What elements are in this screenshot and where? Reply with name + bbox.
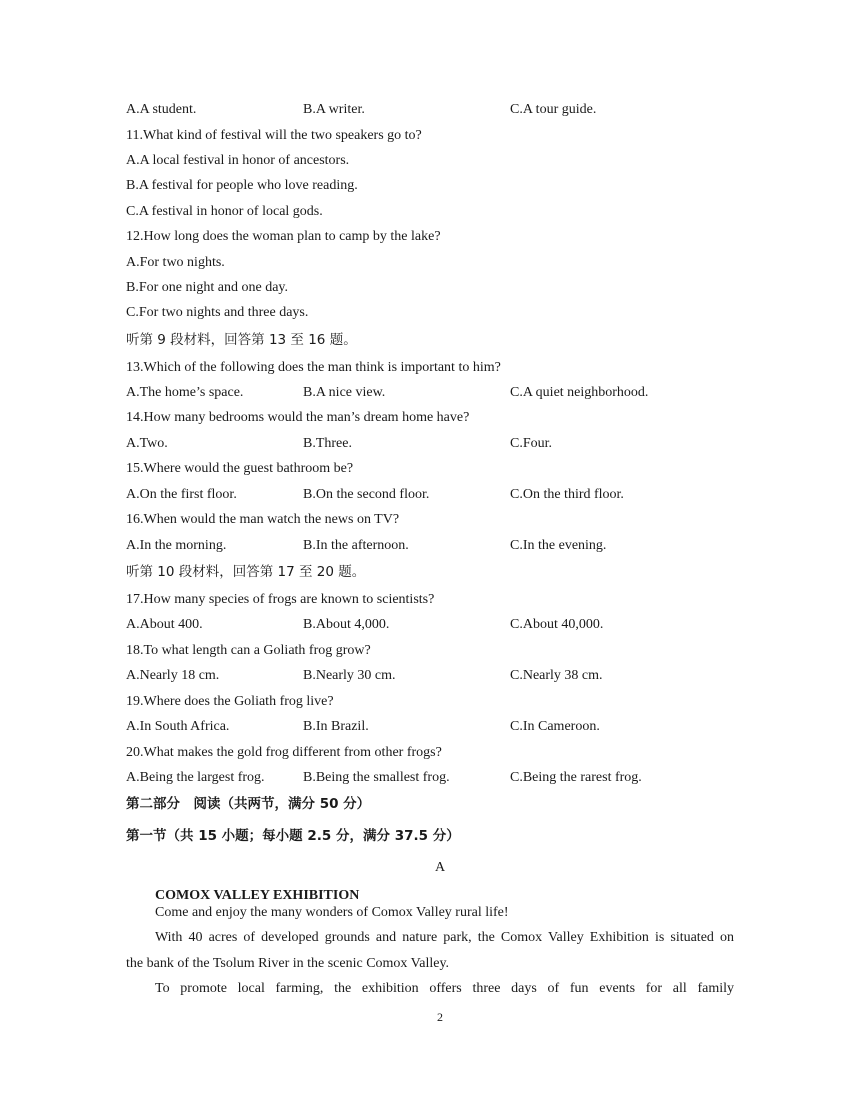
passage-paragraph-1-line-2: the bank of the Tsolum River in the scenic Comox Valley. <box>126 956 450 971</box>
q17-question: 17.How many species of frogs are known to scientists? <box>126 592 435 607</box>
q10-option-c: C.A tour guide. <box>510 102 597 117</box>
q17-option-a: A.About 400. <box>126 617 203 632</box>
q11-option-a: A.A local festival in honor of ancestors. <box>126 153 350 168</box>
passage-label: A <box>434 860 446 875</box>
q11-option-c: C.A festival in honor of local gods. <box>126 204 323 219</box>
section-10-instruction: 听第 10 段材料，回答第 17 至 20 题。 <box>126 564 366 580</box>
q20-option-b: B.Being the smallest frog. <box>303 770 450 785</box>
q16-question: 16.When would the man watch the news on TV? <box>126 512 400 527</box>
q15-option-c: C.On the third floor. <box>510 487 624 502</box>
q20-option-c: C.Being the rarest frog. <box>510 770 642 785</box>
passage-tagline: Come and enjoy the many wonders of Comox Valley rural life! <box>155 905 509 920</box>
part-2-title: 第二部分 阅读（共两节，满分 50 分） <box>126 796 371 812</box>
q11-question: 11.What kind of festival will the two speakers go to? <box>126 128 422 143</box>
q12-option-a: A.For two nights. <box>126 255 225 270</box>
q13-question: 13.Which of the following does the man think is important to him? <box>126 360 501 375</box>
passage-paragraph-1-line-1: With 40 acres of developed grounds and nature park, the Comox Valley Exhibition is situated on <box>155 930 734 945</box>
q18-option-c: C.Nearly 38 cm. <box>510 668 603 683</box>
q13-option-b: B.A nice view. <box>303 385 386 400</box>
q11-option-b: B.A festival for people who love reading. <box>126 178 358 193</box>
q14-option-b: B.Three. <box>303 436 352 451</box>
q12-option-c: C.For two nights and three days. <box>126 305 309 320</box>
q15-question: 15.Where would the guest bathroom be? <box>126 461 354 476</box>
page-number: 2 <box>437 1010 443 1024</box>
section-1-title: 第一节（共 15 小题；每小题 2.5 分，满分 37.5 分） <box>126 828 460 844</box>
q10-option-b: B.A writer. <box>303 102 365 117</box>
q18-option-a: A.Nearly 18 cm. <box>126 668 220 683</box>
q14-option-a: A.Two. <box>126 436 168 451</box>
q16-option-b: B.In the afternoon. <box>303 538 409 553</box>
q19-option-c: C.In Cameroon. <box>510 719 600 734</box>
q16-option-a: A.In the morning. <box>126 538 227 553</box>
q19-question: 19.Where does the Goliath frog live? <box>126 694 334 709</box>
q17-option-c: C.About 40,000. <box>510 617 604 632</box>
passage-heading: COMOX VALLEY EXHIBITION <box>155 888 360 903</box>
q15-option-b: B.On the second floor. <box>303 487 430 502</box>
q18-option-b: B.Nearly 30 cm. <box>303 668 396 683</box>
q12-question: 12.How long does the woman plan to camp by the lake? <box>126 229 441 244</box>
q13-option-a: A.The home’s space. <box>126 385 244 400</box>
q13-option-c: C.A quiet neighborhood. <box>510 385 649 400</box>
q14-option-c: C.Four. <box>510 436 553 451</box>
q15-option-a: A.On the first floor. <box>126 487 237 502</box>
q12-option-b: B.For one night and one day. <box>126 280 289 295</box>
q14-question: 14.How many bedrooms would the man’s dream home have? <box>126 410 470 425</box>
q18-question: 18.To what length can a Goliath frog grow? <box>126 643 371 658</box>
q20-option-a: A.Being the largest frog. <box>126 770 265 785</box>
q20-question: 20.What makes the gold frog different from other frogs? <box>126 745 442 760</box>
q17-option-b: B.About 4,000. <box>303 617 390 632</box>
q16-option-c: C.In the evening. <box>510 538 607 553</box>
section-9-instruction: 听第 9 段材料，回答第 13 至 16 题。 <box>126 332 357 348</box>
q19-option-a: A.In South Africa. <box>126 719 230 734</box>
passage-paragraph-2-line-1: To promote local farming, the exhibition offers three days of fun events for all family <box>155 981 734 996</box>
q19-option-b: B.In Brazil. <box>303 719 369 734</box>
q10-option-a: A.A student. <box>126 102 197 117</box>
